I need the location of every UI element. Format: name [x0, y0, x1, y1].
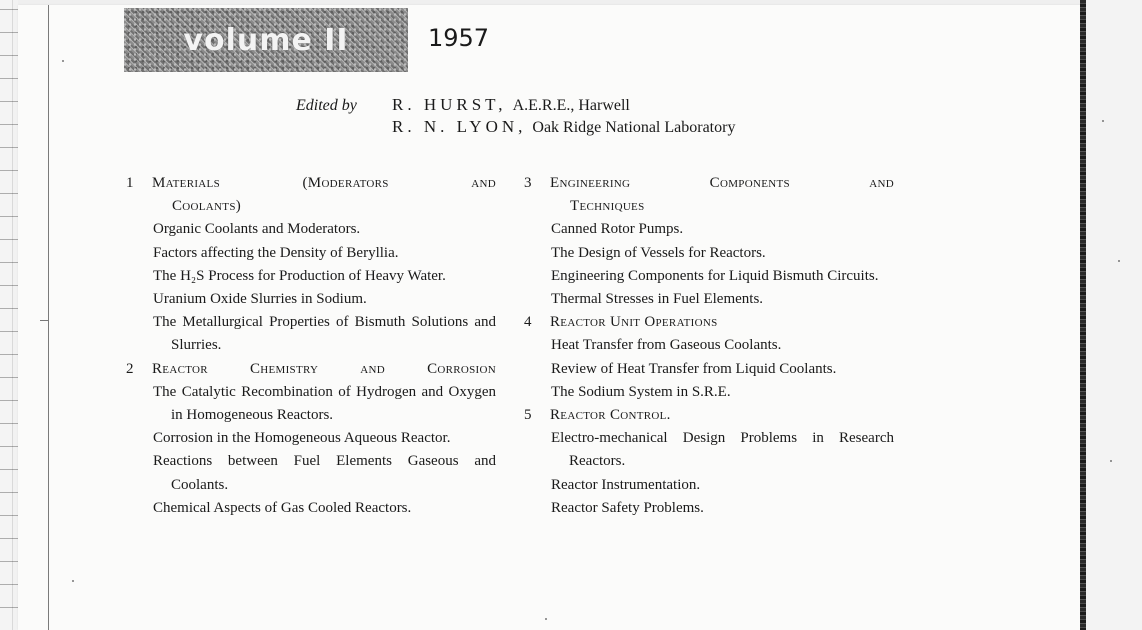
section-title: Reactor Control. — [550, 407, 671, 424]
section-3 — [524, 172, 894, 311]
contents-entry: Engineering Components for Liquid Bismuth Circuits. — [551, 267, 879, 284]
section-title: Reactor Unit Operations — [550, 314, 718, 331]
scan-margin-right — [1086, 0, 1142, 630]
section-entries — [524, 334, 894, 404]
scan-speck — [1118, 260, 1120, 262]
contents-column-left — [126, 172, 496, 520]
contents-entry: Review of Heat Transfer from Liquid Coolants. — [551, 360, 837, 377]
editor-2-affiliation: Oak Ridge National Laboratory — [532, 119, 736, 136]
scan-edge-right — [1080, 0, 1086, 630]
contents-entry: Chemical Aspects of Gas Cooled Reactors. — [153, 499, 412, 516]
publication-year: 1957 — [428, 24, 490, 52]
contents-entry: Thermal Stresses in Fuel Elements. — [551, 291, 764, 308]
section-entries — [126, 218, 496, 357]
section-title: Reactor Chemistry and Corrosion — [152, 360, 496, 377]
section-entries — [126, 381, 496, 520]
editor-1-name: R. HURST, — [392, 95, 507, 114]
section-title: Engineering Components and — [550, 175, 894, 191]
contents-entry: Factors affecting the Density of Beryllia. — [153, 244, 399, 261]
scan-speck — [62, 60, 64, 62]
section-entries — [524, 427, 894, 520]
contents-entry: Uranium Oxide Slurries in Sodium. — [153, 291, 367, 308]
section-title-continued: Coolants) — [172, 198, 242, 215]
contents-entry: Electro-mechanical Design Problems in Research Reactors. — [551, 430, 894, 470]
contents-entry: Heat Transfer from Gaseous Coolants. — [551, 337, 782, 354]
editor-row-1 — [296, 94, 735, 116]
contents-entry: Organic Coolants and Moderators. — [153, 221, 361, 238]
contents-entry: Corrosion in the Homogeneous Aqueous Reactor. — [153, 430, 451, 447]
section-heading — [524, 311, 894, 334]
volume-label: volume II — [183, 22, 349, 58]
section-number: 3 — [524, 175, 532, 191]
margin-rule — [48, 5, 49, 630]
scan-speck — [72, 580, 74, 582]
section-title-continued: Techniques — [570, 198, 645, 215]
contents-entry: Reactor Safety Problems. — [551, 499, 704, 516]
contents-entry: The Design of Vessels for Reactors. — [551, 244, 766, 261]
section-2 — [126, 358, 496, 520]
section-heading — [126, 358, 496, 381]
contents-column-right — [524, 172, 894, 520]
contents-entry: Reactor Instrumentation. — [551, 476, 701, 493]
section-heading — [524, 404, 894, 427]
contents-entry: The Catalytic Recombination of Hydrogen and Oxygen in Homogeneous Reactors. — [153, 383, 496, 424]
section-number: 4 — [524, 314, 532, 331]
contents-entry: Canned Rotor Pumps. — [551, 221, 684, 238]
section-number: 1 — [126, 175, 134, 191]
contents-entry: The Sodium System in S.R.E. — [551, 383, 731, 400]
contents-entry: Reactions between Fuel Elements Gaseous and Coolants. — [153, 453, 496, 493]
scan-speck — [40, 320, 48, 321]
editor-2-name: R. N. LYON, — [392, 117, 527, 136]
section-4 — [524, 311, 894, 404]
scan-speck — [1102, 120, 1104, 122]
scan-edge-left — [0, 0, 18, 630]
section-heading — [524, 172, 894, 195]
editor-row-2 — [296, 116, 735, 138]
section-5 — [524, 404, 894, 520]
section-number: 5 — [524, 407, 532, 424]
scan-speck — [1110, 460, 1112, 462]
editor-1-affiliation: A.E.R.E., Harwell — [512, 97, 630, 114]
contents-entry: The Metallurgical Properties of Bismuth Solutions and Slurries. — [153, 314, 496, 354]
section-number: 2 — [126, 360, 134, 377]
section-title: Materials (Moderators and — [152, 175, 496, 191]
scan-speck — [545, 618, 547, 620]
volume-banner — [124, 8, 408, 72]
editors-block — [296, 94, 735, 138]
section-1 — [126, 172, 496, 358]
section-heading — [126, 172, 496, 195]
contents-entry: The H₂S Process for Production of Heavy Water. — [153, 267, 446, 284]
section-entries — [524, 218, 894, 311]
edited-by-label: Edited by — [296, 97, 357, 114]
